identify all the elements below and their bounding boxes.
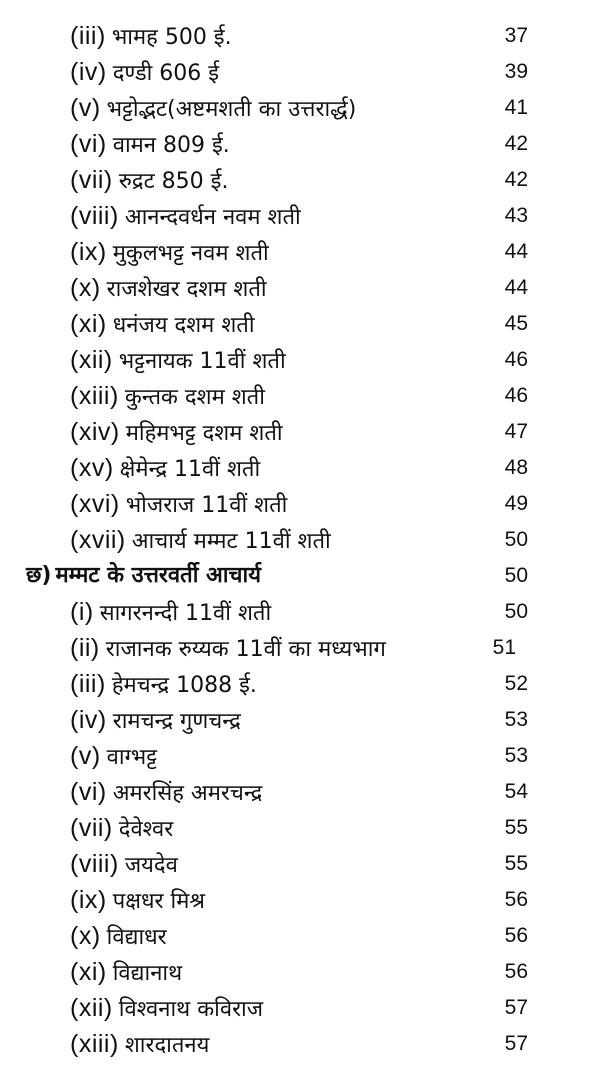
entry-title: वामन 809 ई. xyxy=(112,133,230,158)
entry-number: (ii) xyxy=(70,634,100,662)
entry-page: 46 xyxy=(504,384,528,407)
toc-entry xyxy=(0,774,600,810)
entry-page: 51 xyxy=(492,636,516,659)
entry-page: 55 xyxy=(504,852,528,875)
entry-page: 43 xyxy=(504,204,528,227)
entry-page: 48 xyxy=(504,456,528,479)
toc-entry xyxy=(0,1026,600,1062)
entry-number: (v) xyxy=(70,742,101,770)
entry-page: 56 xyxy=(504,888,528,911)
toc-entry xyxy=(0,486,600,522)
entry-number: (xii) xyxy=(70,346,113,374)
entry-title: आनन्दवर्धन नवम शती xyxy=(124,205,301,230)
toc-entry xyxy=(0,702,600,738)
entry-title: विद्याधर xyxy=(106,925,167,950)
toc-entry xyxy=(0,90,600,126)
entry-page: 45 xyxy=(504,312,528,335)
entry-page: 42 xyxy=(504,132,528,155)
entry-title: दण्डी 606 ई xyxy=(112,61,220,86)
toc-entry xyxy=(0,270,600,306)
entry-page: 52 xyxy=(504,672,528,695)
toc-entry xyxy=(0,126,600,162)
entry-title: पक्षधर मिश्र xyxy=(112,889,205,914)
entry-number: (xiv) xyxy=(70,418,120,446)
section-title: मम्मट के उत्तरवर्ती आचार्य xyxy=(55,563,261,588)
entry-page: 44 xyxy=(504,240,528,263)
entry-page: 57 xyxy=(504,996,528,1019)
entry-number: (vi) xyxy=(70,778,107,806)
entry-title: अमरसिंह अमरचन्द्र xyxy=(112,781,263,806)
toc-entry xyxy=(0,918,600,954)
entry-number: (x) xyxy=(70,274,101,302)
entry-title: भट्टोद्भट(अष्टमशती का उत्तरार्द्ध) xyxy=(106,97,357,122)
toc-entry xyxy=(0,306,600,342)
toc-entry xyxy=(0,378,600,414)
entry-title: रामचन्द्र गुणचन्द्र xyxy=(112,709,241,734)
entry-number: (xii) xyxy=(70,994,113,1022)
toc-entry xyxy=(0,630,600,666)
entry-title: क्षेमेन्द्र 11वीं शती xyxy=(119,457,261,482)
entry-number: (xiii) xyxy=(70,1030,119,1058)
entry-page: 57 xyxy=(504,1032,528,1055)
toc-section-heading xyxy=(0,558,600,594)
toc-entry xyxy=(0,414,600,450)
toc-entry xyxy=(0,54,600,90)
entry-page: 50 xyxy=(504,600,528,623)
toc-entry xyxy=(0,450,600,486)
entry-number: (viii) xyxy=(70,850,119,878)
toc-entry xyxy=(0,522,600,558)
entry-number: (xvii) xyxy=(70,526,126,554)
entry-title: राजशेखर दशम शती xyxy=(106,277,267,302)
toc-entry xyxy=(0,810,600,846)
entry-page: 46 xyxy=(504,348,528,371)
toc-entry xyxy=(0,666,600,702)
section-page: 50 xyxy=(504,564,528,587)
toc-entry xyxy=(0,990,600,1026)
entry-number: (i) xyxy=(70,598,94,626)
entry-number: (vii) xyxy=(70,166,113,194)
entry-number: (iii) xyxy=(70,670,106,698)
entry-number: (ix) xyxy=(70,238,107,266)
entry-number: (x) xyxy=(70,922,101,950)
entry-number: (xi) xyxy=(70,310,107,338)
entry-number: (xv) xyxy=(70,454,114,482)
entry-number: (viii) xyxy=(70,202,119,230)
toc-entry xyxy=(0,162,600,198)
entry-number: (vi) xyxy=(70,130,107,158)
toc-entry xyxy=(0,342,600,378)
toc-entry xyxy=(0,846,600,882)
entry-title: धनंजय दशम शती xyxy=(112,313,255,338)
entry-title: राजानक रुय्यक 11वीं का मध्यभाग xyxy=(105,637,386,662)
entry-page: 54 xyxy=(504,780,528,803)
entry-page: 49 xyxy=(504,492,528,515)
entry-title: जयदेव xyxy=(124,853,178,878)
toc-entry xyxy=(0,18,600,54)
entry-title: भामह 500 ई. xyxy=(111,25,232,50)
entry-title: भोजराज 11वीं शती xyxy=(125,493,288,518)
entry-title: मुकुलभट्ट नवम शती xyxy=(112,241,269,266)
entry-page: 55 xyxy=(504,816,528,839)
entry-title: आचार्य मम्मट 11वीं शती xyxy=(131,529,331,554)
entry-page: 47 xyxy=(504,420,528,443)
entry-page: 44 xyxy=(504,276,528,299)
entry-page: 56 xyxy=(504,960,528,983)
entry-number: (ix) xyxy=(70,886,107,914)
entry-number: (v) xyxy=(70,94,101,122)
entry-number: (iv) xyxy=(70,58,107,86)
entry-page: 53 xyxy=(504,744,528,767)
entry-title: विद्यानाथ xyxy=(112,961,183,986)
entry-title: महिमभट्ट दशम शती xyxy=(125,421,283,446)
entry-page: 37 xyxy=(504,24,528,47)
entry-page: 50 xyxy=(504,528,528,551)
entry-number: (xi) xyxy=(70,958,107,986)
toc-entry xyxy=(0,198,600,234)
entry-page: 42 xyxy=(504,168,528,191)
entry-title: रुद्रट 850 ई. xyxy=(118,169,229,194)
entry-title: देवेश्वर xyxy=(118,817,174,842)
entry-page: 56 xyxy=(504,924,528,947)
toc-entry xyxy=(0,594,600,630)
toc-entry xyxy=(0,954,600,990)
entry-number: (xvi) xyxy=(70,490,120,518)
table-of-contents xyxy=(0,18,600,1062)
toc-entry xyxy=(0,882,600,918)
entry-number: (iii) xyxy=(70,22,106,50)
entry-title: वाग्भट्ट xyxy=(106,745,157,770)
entry-page: 41 xyxy=(504,96,528,119)
entry-title: शारदातनय xyxy=(124,1033,210,1058)
entry-page: 53 xyxy=(504,708,528,731)
section-number: छ) xyxy=(26,563,52,588)
entry-number: (iv) xyxy=(70,706,107,734)
entry-title: विश्वनाथ कविराज xyxy=(118,997,264,1022)
entry-number: (xiii) xyxy=(70,382,119,410)
entry-title: हेमचन्द्र 1088 ई. xyxy=(111,673,257,698)
entry-title: सागरनन्दी 11वीं शती xyxy=(99,601,272,626)
toc-entry xyxy=(0,234,600,270)
entry-title: कुन्तक दशम शती xyxy=(124,385,265,410)
entry-title: भट्टनायक 11वीं शती xyxy=(118,349,286,374)
entry-page: 39 xyxy=(504,60,528,83)
toc-entry xyxy=(0,738,600,774)
entry-number: (vii) xyxy=(70,814,113,842)
